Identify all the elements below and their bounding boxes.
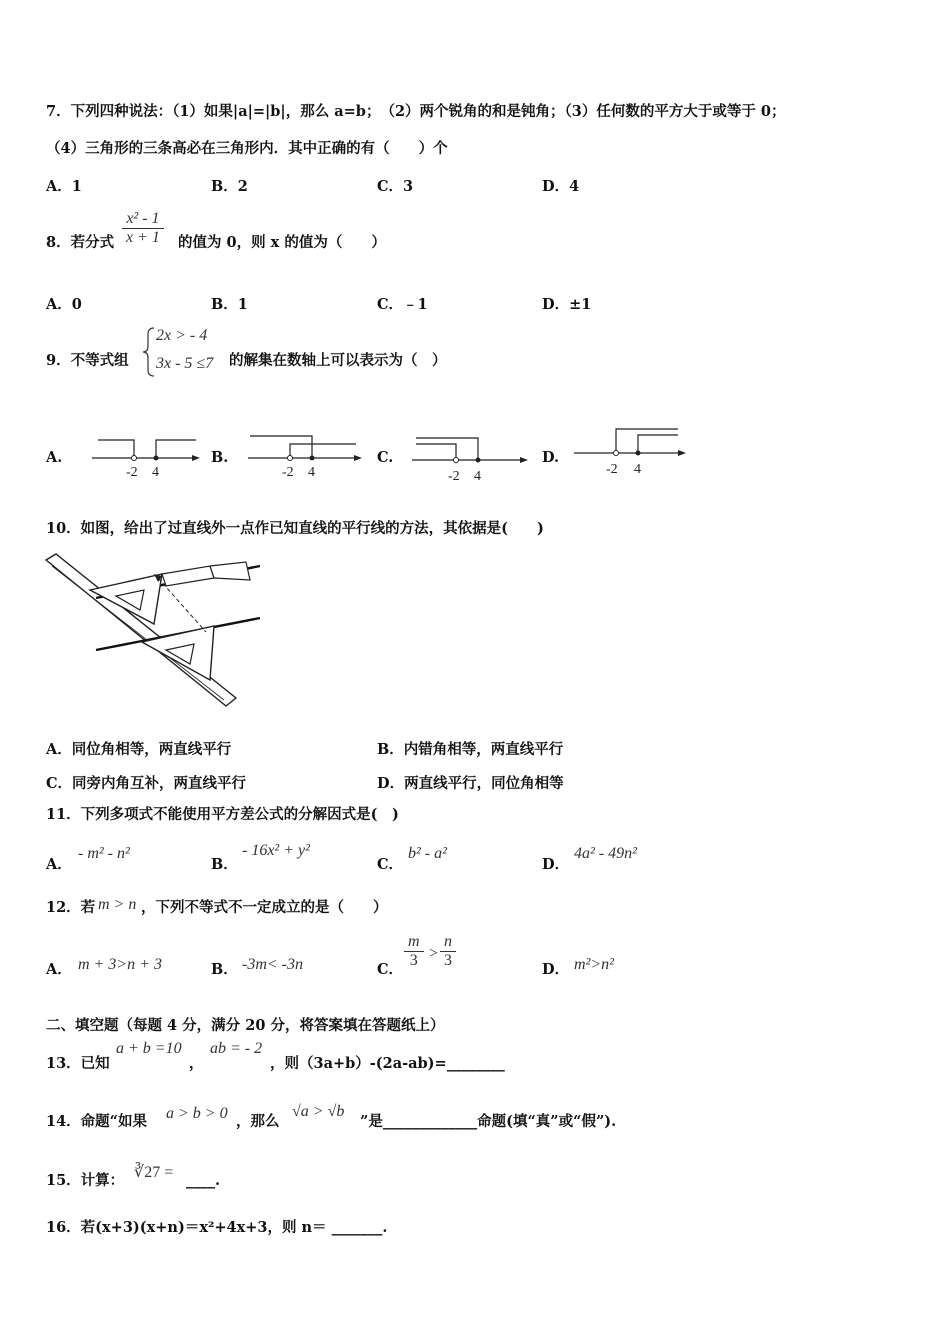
q10-figure [44,552,266,710]
q12-expr-b: -3m< -3n [242,956,304,973]
q9-ineq2: 3x - 5 ≤7 [156,355,214,372]
q12-label-a: A． [46,961,72,978]
q14-condition: a > b > 0 [166,1105,228,1122]
q9-ineq1: 2x > - 4 [156,327,208,344]
q7-option-c: C．3 [377,178,414,195]
q10-option-a: A．同位角相等，两直线平行 [46,741,232,758]
q9-option-d-label: D. [542,449,560,466]
q9-prefix: 9．不等式组 [46,352,129,369]
q12-c-num1: m [408,933,420,950]
q7-option-b: B．2 [211,178,248,195]
q14-prefix: 14．命题“如果 [46,1113,148,1130]
q14-suffix: ”是_____________命题(填“真”或“假”). [360,1113,617,1130]
q9-d-tick-4: 4 [634,462,641,477]
q12-label-b: B． [211,961,238,978]
q13-condition-2: ab = - 2 [210,1040,263,1057]
q11-text: 11．下列多项式不能使用平方差公式的分解因式是( ) [46,806,399,823]
q13-condition-1: a + b =10 [116,1040,182,1057]
q9-brace [142,326,156,378]
q11-expr-c: b² - a² [408,845,447,862]
q11-expr-a: - m² - n² [78,845,130,862]
q11-label-a: A． [46,856,72,873]
q9-option-b-label: B. [211,449,229,466]
q9-b-tick-4: 4 [308,465,315,480]
q13-separator: ， [189,1055,204,1072]
q14-middle: ，那么 [236,1113,280,1130]
q11-expr-d: 4a² - 49n² [574,845,637,862]
q7-line1: 7．下列四种说法：（1）如果|a|=|b|，那么 a=b； （2）两个锐角的和是钝角；（3）任何数的平方大于或等于 0； [46,103,786,120]
q12-suffix: ，下列不等式不一定成立的是（ ） [141,899,388,916]
q11-label-d: D． [542,856,570,873]
q9-d-tick-neg2: -2 [606,462,618,477]
q12-c-num2: n [444,933,452,950]
q12-c-operator: > [429,945,439,962]
q12-expr-a: m + 3>n + 3 [78,956,162,973]
q8-fraction [122,210,164,247]
q9-c-tick-neg2: -2 [448,469,460,484]
q10-text: 10．如图，给出了过直线外一点作已知直线的平行线的方法，其依据是( ) [46,520,544,537]
q9-a-tick-4: 4 [152,465,159,480]
q9-option-c-label: C. [377,449,394,466]
q13-suffix: ，则（3a+b）-(2a-ab)=________ [270,1055,505,1072]
q7-option-a: A．1 [46,178,82,195]
q12-expr-d: m²>n² [574,956,614,973]
q8-option-c: C．﹣1 [377,296,428,313]
q9-suffix: 的解集在数轴上可以表示为（ ） [229,352,447,369]
q12-c-fraction-right [440,933,456,970]
q12-condition: m > n [98,896,137,913]
q13-prefix: 13．已知 [46,1055,110,1072]
q7-line2: （4）三角形的三条高必在三角形内．其中正确的有（ ）个 [46,140,448,157]
q9-b-tick-neg2: -2 [282,465,294,480]
q8-option-d: D．±1 [542,296,592,313]
q15-expression: ∛27 = [134,1164,174,1181]
q9-number-line-d [572,425,692,477]
q9-a-tick-neg2: -2 [126,465,138,480]
q8-option-a: A．0 [46,296,82,313]
q9-number-line-b [246,432,366,482]
q11-label-b: B． [211,856,238,873]
q8-prefix: 8．若分式 [46,234,115,251]
q15-suffix: ____. [186,1172,221,1189]
q8-denominator: x + 1 [122,228,164,247]
q12-label-d: D． [542,961,570,978]
q12-prefix: 12．若 [46,899,96,916]
q15-prefix: 15．计算： [46,1172,125,1189]
q11-expr-b: - 16x² + y² [242,842,310,859]
q8-suffix: 的值为 0，则 x 的值为（ ） [178,234,386,251]
q12-c-fraction-left [404,933,424,970]
q12-c-den2: 3 [440,951,456,970]
q12-c-den1: 3 [404,951,424,970]
q11-label-c: C． [377,856,404,873]
q10-option-d: D．两直线平行，同位角相等 [377,775,564,792]
q9-c-tick-4: 4 [474,469,481,484]
q12-label-c: C． [377,961,404,978]
q10-option-c: C．同旁内角互补，两直线平行 [46,775,247,792]
q9-option-a-label: A. [46,449,63,466]
section-2-heading: 二、填空题（每题 4 分，满分 20 分，将答案填在答题纸上） [46,1017,445,1034]
q10-option-b: B．内错角相等，两直线平行 [377,741,564,758]
q7-option-d: D．4 [542,178,580,195]
q8-numerator: x² - 1 [126,210,160,227]
q9-number-line-a [90,436,202,482]
q9-number-line-c [410,432,532,486]
q16-text: 16．若(x+3)(x+n)＝x²+4x+3，则 n＝ _______. [46,1219,388,1236]
q8-option-b: B．1 [211,296,248,313]
q14-conclusion: √a > √b [292,1103,345,1120]
